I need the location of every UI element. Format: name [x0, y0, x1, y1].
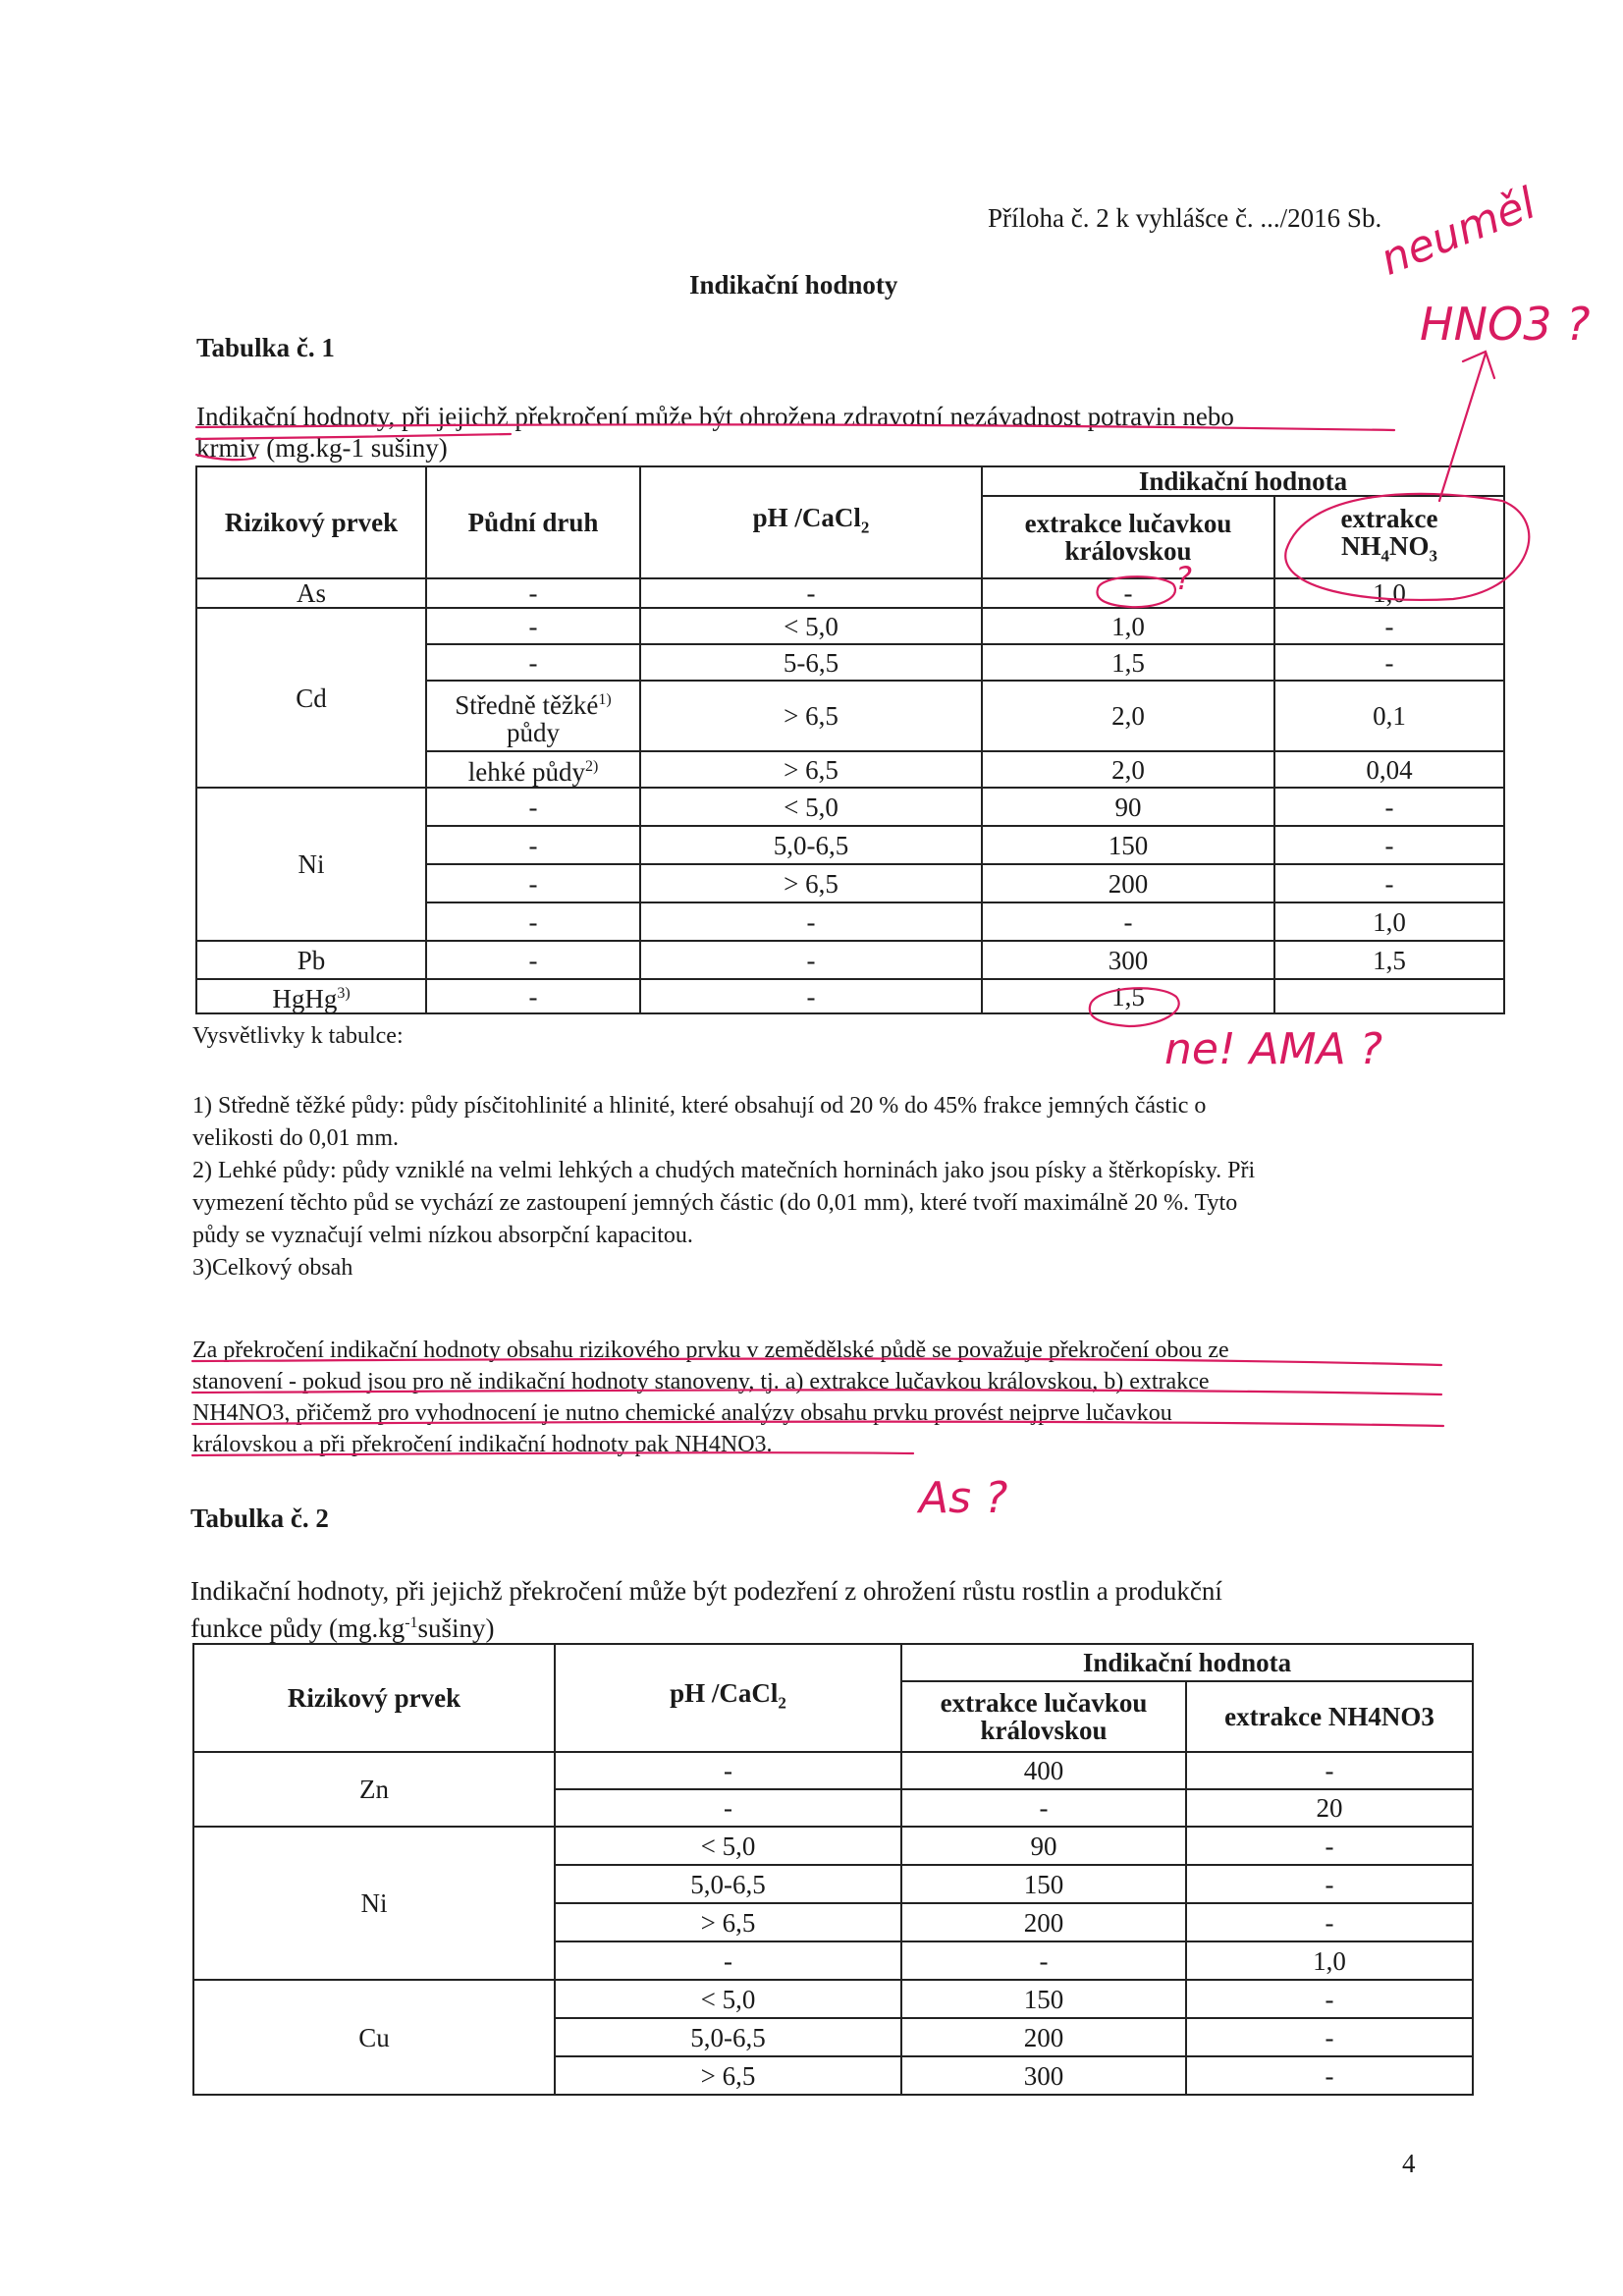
t1-cell: - [982, 578, 1274, 608]
t1-cell: < 5,0 [640, 788, 982, 826]
t2-cell: 200 [901, 1903, 1186, 1941]
t1-el-ni: Ni [196, 788, 426, 941]
t1-cell: 300 [982, 941, 1274, 979]
t2-cell: - [555, 1752, 901, 1789]
table2 [192, 1643, 1474, 2096]
t2-el-ni: Ni [193, 1827, 555, 1980]
table2-caption-line1: Indikační hodnoty, při jejichž překročení může být podezření z ohrožení růstu rostlin a produkční [190, 1576, 1222, 1606]
t1-cell: < 5,0 [640, 608, 982, 644]
t1-cell: 2,0 [982, 751, 1274, 788]
t2-cell: 5,0-6,5 [555, 2018, 901, 2056]
t1-cell: 1,5 [982, 644, 1274, 681]
table1-caption-line2: krmiv (mg.kg-1 sušiny) [196, 433, 448, 463]
t1-cell: - [426, 644, 640, 681]
t2-cell: 150 [901, 1980, 1186, 2018]
t1-cell: 1,0 [982, 608, 1274, 644]
t2-cell: 150 [901, 1865, 1186, 1903]
t1-cell: - [1274, 864, 1504, 902]
t2-cell: - [1186, 2018, 1473, 2056]
t1-cell: - [640, 902, 982, 941]
ink-question: ? [1175, 560, 1192, 597]
t2-cell: - [901, 1941, 1186, 1980]
t1-cell: - [426, 788, 640, 826]
t2-cell: 5,0-6,5 [555, 1865, 901, 1903]
page-number: 4 [1402, 2149, 1416, 2178]
t2-head-indicative: Indikační hodnota [901, 1644, 1473, 1681]
t1-cell: 0,04 [1274, 751, 1504, 788]
note-line: půdy se vyznačují velmi nízkou absorpční kapacitou. [192, 1223, 693, 1248]
note-line: 1) Středně těžké půdy: půdy písčitohlinité a hlinité, které obsahují od 20 % do 45% frakce jemných částic o [192, 1093, 1207, 1119]
table1-label: Tabulka č. 1 [196, 333, 335, 362]
t1-el-hg: HgHg$^{3)}$ [196, 979, 426, 1013]
t1-cell: - [426, 826, 640, 864]
t1-cell: 5,0-6,5 [640, 826, 982, 864]
t1-cell: - [426, 979, 640, 1013]
t2-cell: - [901, 1789, 1186, 1827]
t1-cell: 2,0 [982, 681, 1274, 751]
t1-cell: 1,5 [982, 979, 1274, 1013]
t1-cell: - [982, 902, 1274, 941]
ink-note-as: As ? [919, 1473, 1008, 1523]
t2-cell: 90 [901, 1827, 1186, 1865]
t1-cell: > 6,5 [640, 864, 982, 902]
legend-notes [192, 1090, 1439, 1285]
t2-cell: > 6,5 [555, 2056, 901, 2095]
t1-cell: - [1274, 826, 1504, 864]
t1-cell-soil-light: lehké půdy$^{2)}$ [426, 751, 640, 788]
exceedance-paragraph [192, 1335, 1449, 1460]
t1-head-aqua-regia: extrakce lučavkou královskou [982, 496, 1274, 578]
t1-head-ph: pH /CaCl$_2$ [640, 466, 982, 578]
t2-head-aqua-regia: extrakce lučavkou královskou [901, 1681, 1186, 1752]
t1-head-indicative: Indikační hodnota [982, 466, 1504, 496]
t2-cell: < 5,0 [555, 1827, 901, 1865]
t1-el-pb: Pb [196, 941, 426, 979]
t1-cell: 90 [982, 788, 1274, 826]
note-line: velikosti do 0,01 mm. [192, 1125, 399, 1151]
t1-cell: 1,0 [1274, 902, 1504, 941]
ink-note-top: neuměl [1374, 178, 1543, 286]
t1-cell: - [426, 578, 640, 608]
t2-cell: - [555, 1789, 901, 1827]
note-line: 3)Celkový obsah [192, 1255, 353, 1281]
t2-cell: 200 [901, 2018, 1186, 2056]
t2-el-cu: Cu [193, 1980, 555, 2095]
note-line: 2) Lehké půdy: půdy vzniklé na velmi lehkých a chudých matečních horninách jako jsou písky a štěrkopísky. Při [192, 1158, 1256, 1183]
t1-cell: - [1274, 644, 1504, 681]
t1-cell [1274, 979, 1504, 1013]
t2-cell: 400 [901, 1752, 1186, 1789]
ink-note-hno3: HNO3 ? [1420, 298, 1591, 351]
t2-cell: 300 [901, 2056, 1186, 2095]
t1-cell: - [426, 608, 640, 644]
table1 [195, 465, 1505, 1014]
t1-cell: - [426, 902, 640, 941]
para-line: Za překročení indikační hodnoty obsahu rizikového prvku v zemědělské půdě se považuje překročení obou ze [192, 1338, 1229, 1363]
t2-cell: - [555, 1941, 901, 1980]
t1-cell: - [640, 941, 982, 979]
t1-cell: - [640, 979, 982, 1013]
table2-caption-line2: funkce půdy $(mg.kg^{-1}sušiny)$ [190, 1613, 495, 1643]
t1-cell: 150 [982, 826, 1274, 864]
t1-cell: - [426, 864, 640, 902]
t2-head-element: Rizikový prvek [193, 1644, 555, 1752]
t2-cell: - [1186, 1903, 1473, 1941]
t2-cell: - [1186, 1827, 1473, 1865]
t1-cell: > 6,5 [640, 751, 982, 788]
t1-el-cd: Cd [196, 608, 426, 788]
t2-cell: 20 [1186, 1789, 1473, 1827]
t1-cell: 1,5 [1274, 941, 1504, 979]
t2-head-ph: pH /CaCl$_2$ [555, 1644, 901, 1752]
t2-cell: - [1186, 1865, 1473, 1903]
t2-cell: > 6,5 [555, 1903, 901, 1941]
t1-cell: - [1274, 788, 1504, 826]
annex-reference: Příloha č. 2 k vyhlášce č. .../2016 Sb. [988, 203, 1382, 233]
t1-cell: - [1274, 608, 1504, 644]
para-line: stanovení - pokud jsou pro ně indikační hodnoty stanoveny, tj. a) extrakce lučavkou královskou, b) extrakce [192, 1369, 1210, 1394]
t1-cell: 0,1 [1274, 681, 1504, 751]
para-line: královskou a při překročení indikační hodnoty pak NH4NO3. [192, 1432, 773, 1457]
t2-cell: - [1186, 2056, 1473, 2095]
t2-cell: - [1186, 1752, 1473, 1789]
ink-arrowhead [1463, 352, 1494, 378]
t1-el-as: As [196, 578, 426, 608]
t2-head-nh4no3: extrakce NH4NO3 [1186, 1681, 1473, 1752]
table2-label: Tabulka č. 2 [190, 1503, 329, 1533]
t2-cell: - [1186, 1980, 1473, 2018]
para-line: NH4NO3, přičemž pro vyhodnocení je nutno chemické analýzy obsahu prvku provést nejprve lučavkou [192, 1400, 1172, 1426]
page-title: Indikační hodnoty [689, 270, 898, 300]
t1-cell: > 6,5 [640, 681, 982, 751]
t1-cell: 200 [982, 864, 1274, 902]
table1-caption-line1: Indikační hodnoty, při jejichž překročení může být ohrožena zdravotní nezávadnost potravin nebo [196, 402, 1234, 431]
t2-el-zn: Zn [193, 1752, 555, 1827]
t2-cell: 1,0 [1186, 1941, 1473, 1980]
t1-cell: - [426, 941, 640, 979]
t1-cell: 5-6,5 [640, 644, 982, 681]
t1-head-element: Rizikový prvek [196, 466, 426, 578]
note-line: vymezení těchto půd se vychází ze zastoupení jemných částic (do 0,01 mm), které tvoří maximálně 20 %. Tyto [192, 1190, 1238, 1216]
t1-cell: 1,0 [1274, 578, 1504, 608]
t2-cell: < 5,0 [555, 1980, 901, 2018]
t1-cell: - [640, 578, 982, 608]
t1-head-soil: Půdní druh [426, 466, 640, 578]
t1-cell-soil-medium: Středně těžké$^{1)}$ půdy [426, 681, 640, 751]
t1-head-nh4no3: extrakce $NH_4NO_3$ [1274, 496, 1504, 578]
ink-note-ama: ne! AMA ? [1164, 1024, 1383, 1074]
legend-title: Vysvětlivky k tabulce: [192, 1023, 404, 1049]
